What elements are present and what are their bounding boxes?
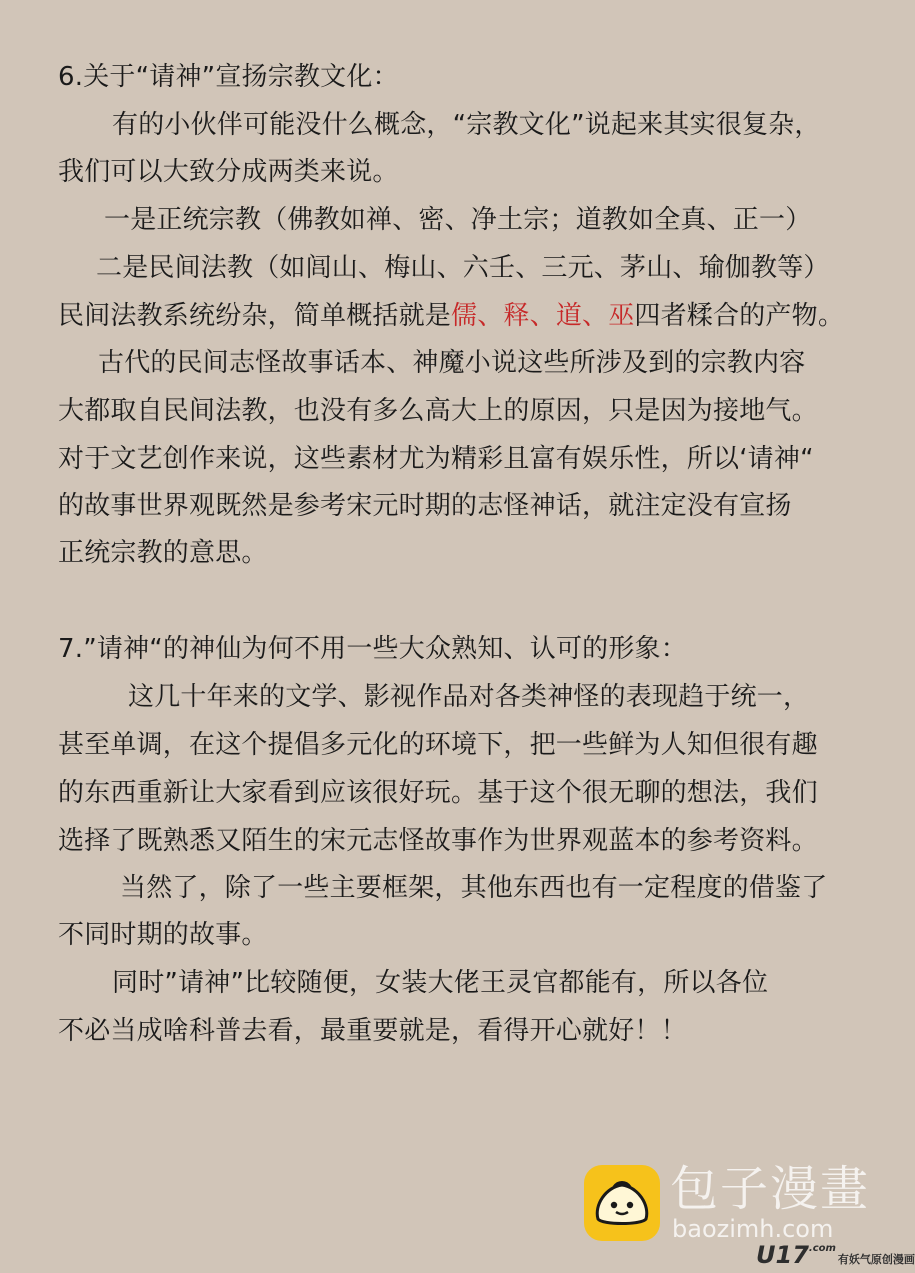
section-7-text-line: 选择了既熟悉又陌生的宋元志怪故事作为世界观蓝本的参考资料。 (58, 826, 818, 856)
u17-slogan: 有妖气原创漫画 (837, 1253, 915, 1266)
u17-logo (756, 1241, 915, 1269)
watermark (584, 1161, 915, 1269)
text-segment: 民间法教系统纷杂，简单概括就是 (58, 301, 452, 331)
highlighted-text: 儒、释、道、巫 (451, 301, 635, 331)
section-6-text-line: 我们可以大致分成两类来说。 (58, 157, 399, 187)
section-6-text-line: 的故事世界观既然是参考宋元时期的志怪神话，就注定没有宣扬 (58, 491, 792, 521)
u17-com: .com (808, 1243, 836, 1254)
steamed-bun-icon (584, 1165, 660, 1241)
section-6-text-line: 一是正统宗教（佛教如禅、密、净土宗；道教如全真、正一） (104, 205, 812, 235)
watermark-url: baozimh.com (672, 1215, 834, 1243)
text-segment: 四者糅合的产物。 (634, 301, 845, 331)
section-7-text-line: 同时”请神”比较随便，女装大佬王灵官都能有，所以各位 (112, 968, 769, 998)
u17-mark: U17 (756, 1241, 809, 1269)
section-6-text-line: 大都取自民间法教，也没有多么高大上的原因，只是因为接地气。 (58, 396, 818, 426)
section-7-text-line: 不必当成啥科普去看，最重要就是，看得开心就好！！ (58, 1016, 687, 1046)
section-6-text-line: 正统宗教的意思。 (58, 538, 268, 568)
section-6-text-line: 有的小伙伴可能没什么概念，“宗教文化”说起来其实很复杂， (112, 110, 821, 140)
section-6-text-line: 二是民间法教（如闾山、梅山、六壬、三元、茅山、瑜伽教等） (96, 253, 830, 283)
section-7-heading: 7.”请神“的神仙为何不用一些大众熟知、认可的形象： (58, 634, 687, 664)
section-7-text-line: 这几十年来的文学、影视作品对各类神怪的表现趋于统一， (128, 682, 810, 712)
section-7-text-line: 的东西重新让大家看到应该很好玩。基于这个很无聊的想法，我们 (58, 778, 818, 808)
section-6-text-line: 古代的民间志怪故事话本、神魔小说这些所涉及到的宗教内容 (98, 348, 806, 378)
section-6-heading: 6.关于“请神”宣扬宗教文化： (58, 62, 399, 92)
watermark-title: 包子漫畫 (670, 1161, 871, 1217)
section-7-text-line: 甚至单调，在这个提倡多元化的环境下，把一些鲜为人知但很有趣 (58, 730, 818, 760)
section-6-text-line: 对于文艺创作来说，这些素材尤为精彩且富有娱乐性，所以‘请神“ (58, 444, 814, 474)
section-7-text-line: 不同时期的故事。 (58, 920, 268, 950)
section-7-text-line: 当然了，除了一些主要框架，其他东西也有一定程度的借鉴了 (120, 873, 828, 903)
section-6-text-line (58, 301, 844, 331)
